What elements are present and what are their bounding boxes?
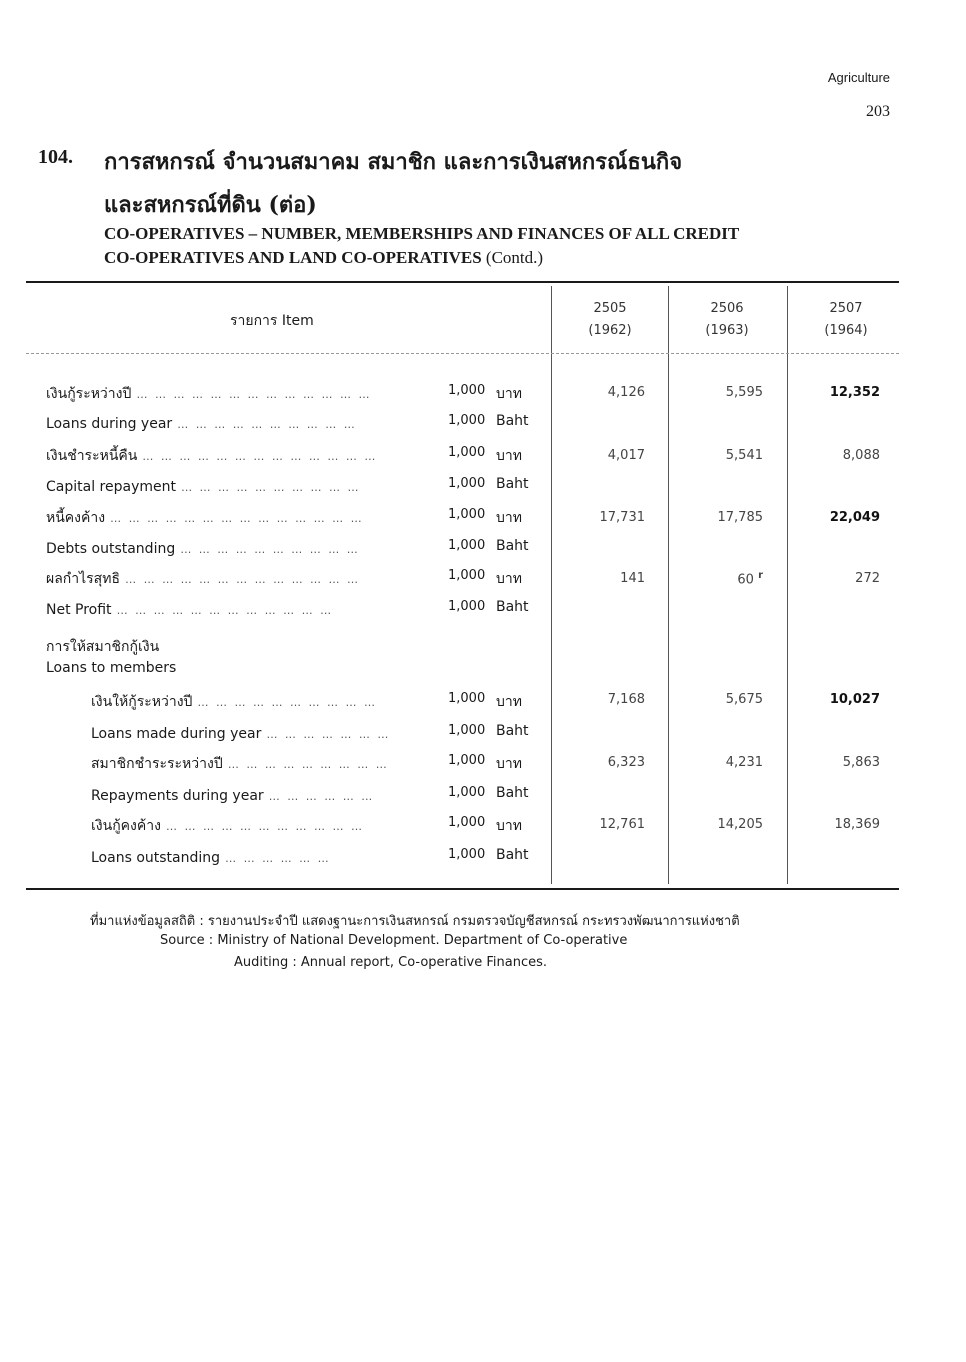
value-1963: 5,675 [725,692,763,707]
table-row [46,599,546,619]
unit-english: Baht [496,723,529,739]
leader-dots: … … … … … … … … … … [177,418,357,431]
source-thai-label: ที่มาแห่งข้อมูลสถิติ [90,914,196,929]
unit-english: Baht [496,847,529,863]
item-column-header: รายการ Item [230,313,314,329]
unit-english: Baht [496,599,529,615]
table-row [46,383,546,403]
value-1964: 18,369 [834,817,880,832]
unit-english: Baht [496,538,529,554]
running-head: Agriculture [827,70,890,85]
unit-thai: บาท [496,818,522,834]
year-header-1964: (1964) [824,323,868,338]
row-label-thai: ผลกำไรสุทธิ [46,571,120,587]
year-header-2505: 2505 [593,301,627,316]
leader-dots: … … … … … … [268,790,375,803]
row-label-english: Repayments during year [91,788,264,804]
unit-thai: บาท [496,756,522,772]
value-1962: 4,017 [607,448,645,463]
source-english [160,933,627,948]
year-header-2507: 2507 [829,301,863,316]
unit-english: Baht [496,476,529,492]
value-1963 [643,570,763,587]
unit-english: Baht [496,413,529,429]
table-row [46,568,546,588]
table-row [46,413,546,433]
unit-thai: บาท [496,448,522,464]
year-header-1963: (1963) [705,323,749,338]
source-colon: : [208,933,218,948]
unit-number: 1,000 [448,723,486,738]
unit-number: 1,000 [448,507,486,522]
table-number: 104. [38,146,73,168]
table-row [91,723,546,743]
row-label-english: Loans made during year [91,726,262,742]
leader-dots: … … … … … … … … … … [180,543,360,556]
contd-label: (Contd.) [485,248,544,267]
value-1962: 17,731 [599,510,645,525]
value-1964: 22,049 [829,510,880,525]
value-1963: 5,541 [725,448,763,463]
table-row [91,815,546,835]
row-label-thai: เงินให้กู้ระหว่างปี [91,694,193,710]
value-1964: 8,088 [842,448,880,463]
section-heading-thai: การให้สมาชิกกู้เงิน [46,639,160,655]
value-text: 60 [737,572,754,588]
unit-thai: บาท [496,571,522,587]
thai-title-line-2: และสหกรณ์ที่ดิน (ต่อ) [104,192,317,218]
value-1962: 7,168 [607,692,645,707]
table-row [91,785,546,805]
year-header-2506: 2506 [710,301,744,316]
table-bottom-rule [26,888,899,890]
source-thai [90,910,740,931]
table-row [91,753,546,773]
table-row [91,691,546,711]
unit-thai: บาท [496,510,522,526]
unit-thai: บาท [496,694,522,710]
table-row [46,476,546,496]
year-header-1962: (1962) [588,323,632,338]
row-label-english: Loans outstanding [91,850,221,866]
unit-number: 1,000 [448,691,486,706]
unit-number: 1,000 [448,476,486,491]
unit-english: Baht [496,785,529,801]
thai-title-line-1: การสหกรณ์ จำนวนสมาคม สมาชิก และการเงินสหกรณ์ธนกิจ [104,149,683,175]
leader-dots: … … … … … … … … … … … … … [136,388,372,401]
table-row [46,507,546,527]
unit-number: 1,000 [448,445,486,460]
leader-dots: … … … … … … … … … … … … … [125,573,361,586]
source-thai-text: รายงานประจำปี แสดงฐานะการเงินสหกรณ์ กรมตรวจบัญชีสหกรณ์ กระทรวงพัฒนาการแห่งชาติ [207,914,740,929]
leader-dots: … … … … … … [225,852,331,865]
english-title-text: CO-OPERATIVES AND LAND CO-OPERATIVES [104,248,482,267]
unit-number: 1,000 [448,413,486,428]
value-1964: 12,352 [829,385,880,400]
value-1962: 6,323 [607,755,645,770]
source-english-line-1: Ministry of National Development. Department of Co-operative [217,933,628,948]
row-label-thai: สมาชิกชำระระหว่างปี [91,756,223,772]
leader-dots: … … … … … … … … … [227,758,389,771]
value-1963: 14,205 [717,817,763,832]
leader-dots: … … … … … … … … … … … [166,820,364,833]
leader-dots: … … … … … … … … … … [197,696,378,709]
unit-number: 1,000 [448,785,486,800]
leader-dots: … … … … … … … … … … … … [116,604,334,617]
row-label-english: Loans during year [46,416,173,432]
unit-number: 1,000 [448,599,486,614]
unit-number: 1,000 [448,568,486,583]
english-title-line-1: CO-OPERATIVES – NUMBER, MEMBERSHIPS AND FINANCES OF ALL CREDIT [104,224,740,243]
source-colon: : [199,914,208,929]
row-label-english: Debts outstanding [46,541,176,557]
unit-number: 1,000 [448,383,486,398]
page-number: 203 [866,103,890,120]
unit-thai: บาท [496,386,522,402]
value-1964: 272 [855,571,880,586]
unit-number: 1,000 [448,815,486,830]
english-title-line-2 [104,248,543,268]
source-english-line-2: Auditing : Annual report, Co-operative Finances. [234,955,548,970]
section-heading-english: Loans to members [46,660,177,676]
row-label-english: Net Profit [46,602,112,618]
row-label-thai: เงินชำระหนี้คืน [46,448,138,464]
value-1964: 10,027 [829,692,880,707]
table-row [46,445,546,465]
value-1963: 17,785 [717,510,763,525]
header-separator [26,353,899,354]
value-1962: 141 [620,571,645,586]
table-row [91,847,546,867]
value-1962: 4,126 [607,385,645,400]
unit-number: 1,000 [448,538,486,553]
leader-dots: … … … … … … … … … … … … … … [110,512,364,525]
leader-dots: … … … … … … … [266,728,391,741]
value-1964: 5,863 [842,755,880,770]
leader-dots: … … … … … … … … … … [181,481,361,494]
leader-dots: … … … … … … … … … … … … … [142,450,378,463]
value-1962: 12,761 [599,817,645,832]
table-top-rule [26,281,899,283]
row-label-english: Capital repayment [46,479,176,495]
row-label-thai: เงินกู้ระหว่างปี [46,386,132,402]
table-row [46,538,546,558]
unit-number: 1,000 [448,847,486,862]
source-english-label: Source [160,933,205,948]
row-label-thai: เงินกู้คงค้าง [91,818,161,834]
unit-number: 1,000 [448,753,486,768]
value-1963: 4,231 [725,755,763,770]
value-1963: 5,595 [725,385,763,400]
revised-flag: r [758,570,763,581]
row-label-thai: หนี้คงค้าง [46,510,106,526]
